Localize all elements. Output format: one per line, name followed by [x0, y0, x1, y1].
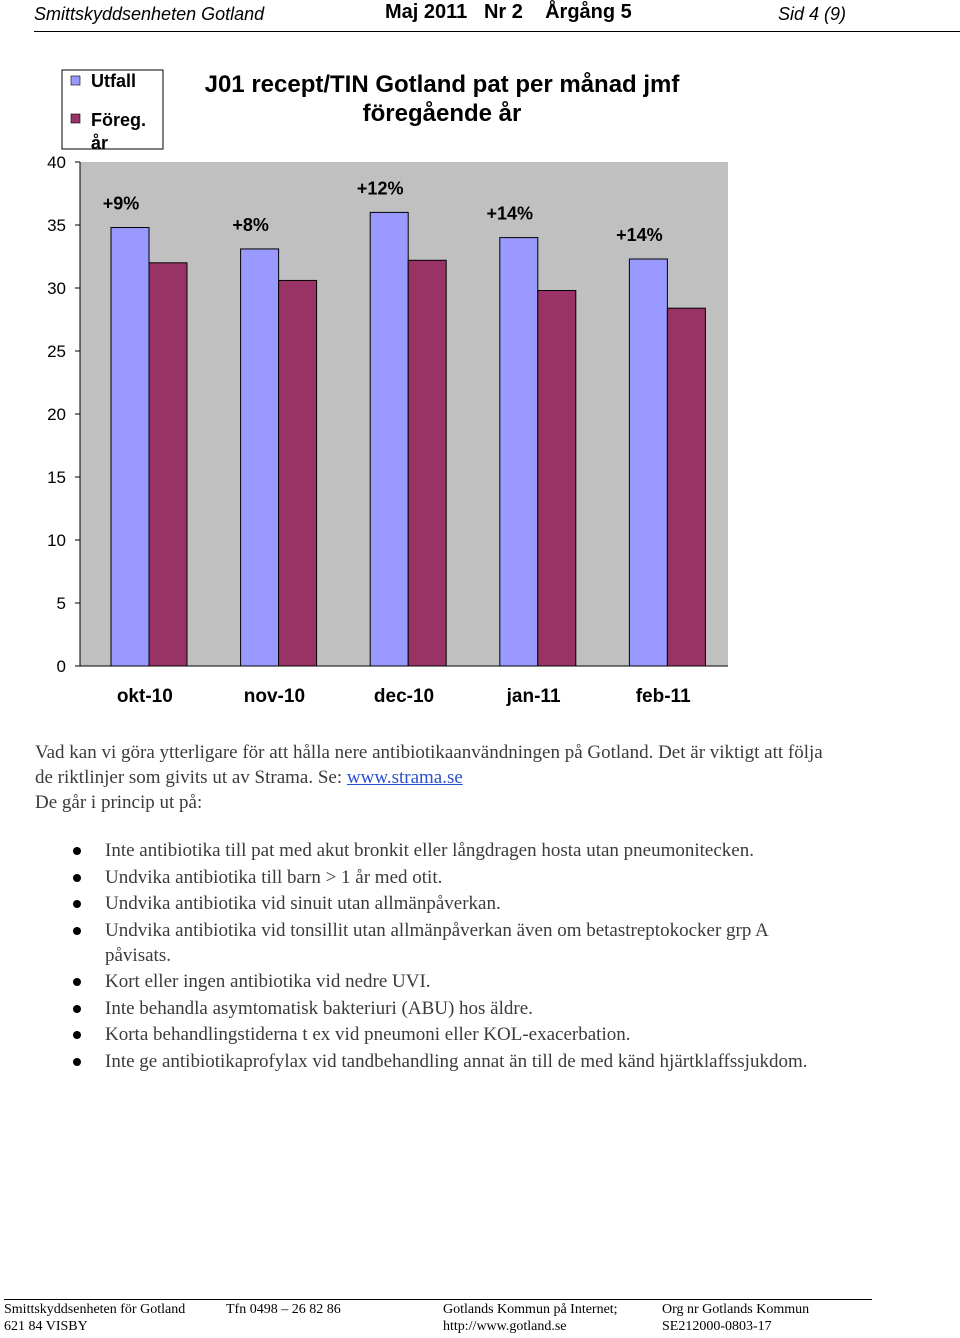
footer-address: 621 84 VISBY: [4, 1319, 88, 1334]
bar-utfall-nov-10: [241, 249, 279, 666]
x-tick-label-jan-11: jan-11: [506, 686, 561, 707]
recommendation-text: Undvika antibiotika vid tonsillit utan allmänpåverkan även om betastreptokocker grp A påvisats.: [105, 919, 768, 966]
bar-foreg-okt-10: [149, 263, 187, 666]
footer-web-url: http://www.gotland.se: [443, 1319, 567, 1334]
legend-label-foreg-line-1: Föreg.: [91, 110, 147, 130]
footer-orgnr-label: Org nr Gotlands Kommun: [662, 1302, 810, 1317]
x-tick-label-feb-11: feb-11: [635, 686, 691, 707]
bullet-icon: [73, 1005, 81, 1013]
header-page-number: Sid 4 (9): [778, 4, 847, 24]
y-tick-label-35: 35: [47, 216, 66, 235]
y-tick-label-25: 25: [47, 342, 66, 361]
header-issue: Maj 2011 Nr 2 Årgång 5: [385, 1, 632, 23]
y-tick-label-10: 10: [47, 531, 66, 550]
bar-utfall-jan-11: [500, 238, 538, 666]
recommendation-item: [35, 1049, 835, 1074]
footer-web-label: Gotlands Kommun på Internet;: [443, 1302, 618, 1317]
recommendation-text: Inte antibiotika till pat med akut bronkit eller långdragen hosta utan pneumonitecken.: [105, 840, 754, 861]
bar-foreg-jan-11: [538, 291, 576, 666]
bar-foreg-dec-10: [408, 260, 446, 666]
legend-label-foreg-line-2: år: [91, 133, 109, 153]
recommendation-item: [35, 969, 835, 994]
x-tick-label-dec-10: dec-10: [373, 686, 435, 707]
legend-swatch-foreg: [71, 114, 80, 123]
footer-org: Smittskyddsenheten för Gotland: [4, 1302, 186, 1317]
header-org: Smittskyddsenheten Gotland: [34, 4, 265, 24]
y-tick-label-30: 30: [47, 279, 66, 298]
bar-utfall-feb-11: [629, 259, 667, 666]
annotation-dec-10: +12%: [356, 178, 404, 199]
bar-foreg-feb-11: [667, 308, 705, 666]
y-tick-labels: [47, 153, 80, 676]
recommendation-list: [35, 838, 835, 1074]
y-tick-label-5: 5: [56, 594, 66, 613]
bullet-icon: [73, 927, 81, 935]
header-rule: [34, 31, 960, 32]
recommendation-item: [35, 891, 835, 916]
intro-line-2: De går i princip ut på:: [35, 792, 203, 813]
recommendation-item: [35, 865, 835, 890]
annotation-okt-10: +9%: [102, 193, 140, 214]
page-header: [0, 0, 960, 36]
recommendation-text: Undvika antibiotika vid sinuit utan allmänpåverkan.: [105, 893, 501, 914]
y-tick-label-20: 20: [47, 405, 66, 424]
y-tick-label-0: 0: [56, 657, 66, 676]
bullet-icon: [73, 900, 81, 908]
recommendation-text: Inte ge antibiotikaprofylax vid tandbehandling annat än till de med känd hjärtklaffssjukdom.: [105, 1050, 808, 1072]
x-tick-label-nov-10: nov-10: [243, 686, 306, 707]
bullet-icon: [73, 874, 81, 882]
recommendation-item: [35, 1022, 835, 1047]
annotation-nov-10: +8%: [232, 214, 269, 235]
legend: [62, 70, 163, 153]
chart-title-line-2: föregående år: [362, 100, 522, 127]
bullet-icon: [73, 1031, 81, 1039]
y-tick-label-15: 15: [47, 468, 66, 487]
page-footer: [0, 1296, 960, 1338]
bullet-icon: [73, 978, 81, 986]
footer-orgnr: SE212000-0803-17: [662, 1319, 772, 1334]
recommendation-item: [35, 838, 835, 863]
recommendation-text: Undvika antibiotika till barn > 1 år med otit.: [105, 866, 443, 888]
footer-phone: Tfn 0498 – 26 82 86: [226, 1302, 341, 1317]
intro-text: Vad kan vi göra ytterligare för att hålla nere antibiotikaanvändningen på Gotland. Det är viktigt att följa de riktlinjer som givits ut av Strama. Se:: [35, 742, 823, 788]
y-tick-label-40: 40: [47, 153, 66, 172]
bar-utfall-okt-10: [111, 228, 149, 666]
x-tick-labels: [117, 686, 691, 707]
annotation-jan-11: +14%: [486, 203, 534, 224]
recommendation-item: [35, 996, 835, 1021]
recommendation-text: Inte behandla asymtomatisk bakteriuri (ABU) hos äldre.: [105, 997, 533, 1019]
bullet-icon: [73, 1058, 81, 1066]
x-tick-label-okt-10: okt-10: [116, 686, 173, 707]
legend-label-utfall: Utfall: [91, 71, 136, 91]
legend-swatch-utfall: [71, 76, 80, 85]
strama-link[interactable]: www.strama.se: [346, 767, 463, 788]
body-text: [35, 740, 835, 1075]
bar-chart: [30, 54, 750, 714]
bar-utfall-dec-10: [370, 212, 408, 666]
recommendation-text: Kort eller ingen antibiotika vid nedre UVI.: [105, 971, 431, 992]
intro-paragraph: [35, 740, 835, 790]
bar-foreg-nov-10: [279, 280, 317, 666]
recommendation-text: Korta behandlingstiderna t ex vid pneumoni eller KOL-exacerbation.: [105, 1024, 631, 1045]
footer-rule: [4, 1299, 872, 1300]
annotation-feb-11: +14%: [616, 225, 663, 246]
bullet-icon: [73, 847, 81, 855]
chart-title-line-1: J01 recept/TIN Gotland pat per månad jmf: [204, 71, 680, 98]
recommendation-item: [35, 918, 835, 968]
